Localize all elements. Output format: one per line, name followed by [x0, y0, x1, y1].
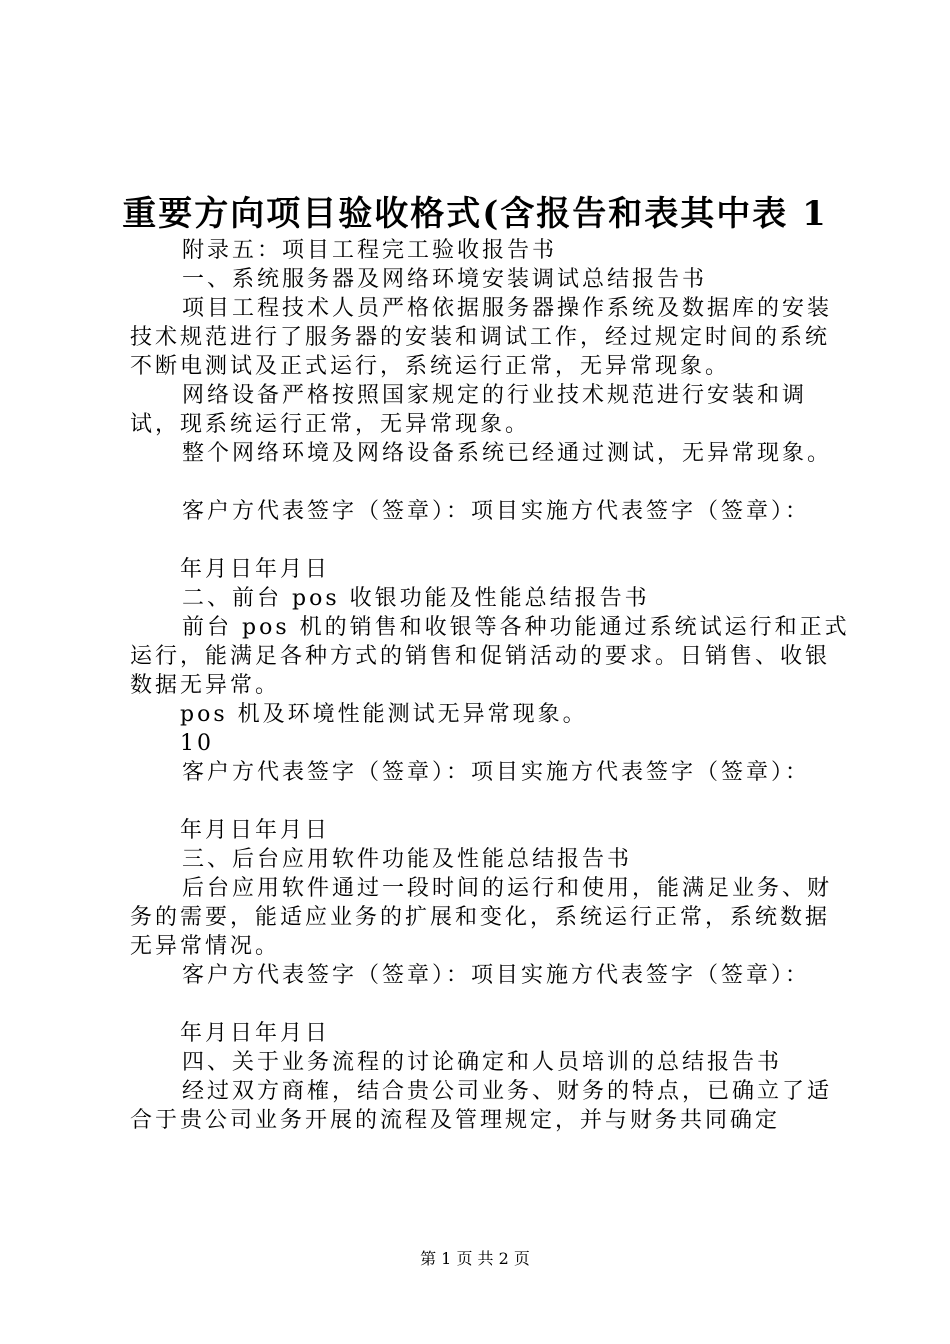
section-2-signature-line: 客户方代表签字（签章）：项目实施方代表签字（签章）： — [182, 760, 811, 785]
section-2-heading: 二、前台 pos 收银功能及性能总结报告书 — [182, 586, 650, 611]
spacer — [130, 787, 850, 816]
section-1-heading: 一、系统服务器及网络环境安装调试总结报告书 — [182, 267, 708, 292]
section-1-date-line: 年月日年月日 — [180, 557, 331, 582]
spacer — [130, 468, 850, 497]
section-3-paragraph-1: 后台应用软件通过一段时间的运行和使用，能满足业务、财务的需要，能适应业务的扩展和变化，系统运行正常，系统数据无异常情况。 — [130, 876, 833, 959]
section-1-paragraph-1: 项目工程技术人员严格依据服务器操作系统及数据库的安装技术规范进行了服务器的安装和调试工作，经过规定时间的系统不断电测试及正式运行，系统运行正常，无异常现象。 — [130, 296, 833, 379]
section-1-paragraph-3: 整个网络环境及网络设备系统已经通过测试，无异常现象。 — [182, 441, 833, 466]
spacer — [130, 990, 850, 1019]
page-footer: 第 1 页 共 2 页 — [420, 1249, 530, 1268]
section-4-paragraph-1: 经过双方商榷，结合贵公司业务、财务的特点，已确立了适合于贵公司业务开展的流程及管理规定，并与财务共同确定 — [130, 1079, 833, 1133]
page-number-in-text: 10 — [180, 731, 214, 756]
section-1-paragraph-2: 网络设备严格按照国家规定的行业技术规范进行安装和调试，现系统运行正常，无异常现象。 — [130, 383, 808, 437]
section-3-heading: 三、后台应用软件功能及性能总结报告书 — [182, 847, 633, 872]
document-body — [130, 236, 850, 1135]
section-2-date-line: 年月日年月日 — [180, 818, 331, 843]
section-3-signature-line: 客户方代表签字（签章）：项目实施方代表签字（签章）： — [182, 963, 811, 988]
section-2-paragraph-1: 前台 pos 机的销售和收银等各种功能通过系统试运行和正式运行，能满足各种方式的销售和促销活动的要求。日销售、收银数据无异常。 — [130, 615, 850, 698]
section-4-heading: 四、关于业务流程的讨论确定和人员培训的总结报告书 — [182, 1050, 783, 1075]
section-3-date-line: 年月日年月日 — [180, 1021, 331, 1046]
section-1-signature-line: 客户方代表签字（签章）：项目实施方代表签字（签章）： — [182, 499, 811, 524]
document-title: 重要方向项目验收格式(含报告和表其中表 1 — [122, 194, 828, 234]
spacer — [130, 526, 850, 555]
section-2-paragraph-2: pos 机及环境性能测试无异常现象。 — [180, 702, 588, 727]
appendix-line: 附录五：项目工程完工验收报告书 — [182, 238, 558, 263]
